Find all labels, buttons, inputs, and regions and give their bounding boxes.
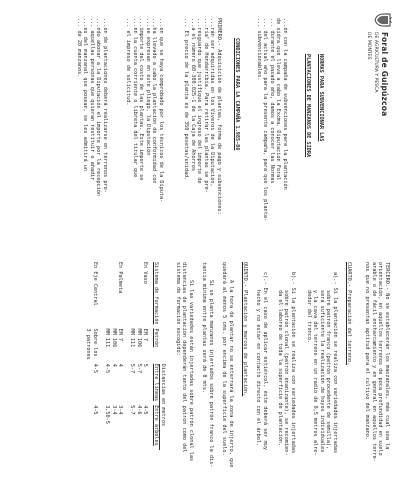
table-row: En Palmeta EM 7 4 3-4 [116, 262, 123, 415]
title-line-2: PLANTACIONES DE MANZANOS DE SIDRA [305, 54, 312, 158]
text-line: ...ón con la campaña de subvenciones para la plantación [282, 18, 288, 190]
text-line: ... subvencionables. [255, 18, 262, 81]
text-line: ...resguardo que justifique el ingreso del importe de [196, 18, 203, 184]
text-line: sobre patrón clonal (patrón enanizante), se recomien- [283, 290, 290, 456]
text-line: ...ón de plantaciones deberá realizarse en terrenos pro- [102, 18, 108, 193]
text-line: da el laboreo de toda la superficie de plantación. [276, 290, 283, 447]
text-line: PRIMERO.- Adquisición de plantas, forma de pago y subvenciones: [216, 18, 222, 215]
conditions-heading: CONDICIONES PARA LA CAMPAÑA 1.985-86 [234, 38, 240, 151]
table-header-span: Distancias en metros [159, 364, 166, 450]
text-line: ...ría" de Hondarribia. Para retirar las plantas se pre- [202, 18, 209, 193]
service: DE MONTES [366, 32, 371, 60]
text-line: dedor del tronco. [305, 290, 312, 344]
text-line: ... del actual año para la presente campaña, para que los planta- [262, 18, 269, 222]
text-line: arable o de fácil encharcamiento y en general en aquellos terre- [370, 262, 377, 462]
title-line-1: NORMAS PARA SUBVENCIONAR LAS [318, 54, 324, 142]
text-line: ...en que se haya comprobado por los técnicos de la Diputa- [158, 18, 164, 203]
fourth-c [255, 272, 268, 494]
text-line: Si se planta manzanos injertados sobre patrón franco la dis- [208, 280, 214, 468]
text-line: nos que no presentan aptitud para el cultivo del manzano. [364, 262, 371, 441]
text-line: TERCERO.- No se establecerán los manzanales, más cual sea la [384, 262, 390, 450]
title-block [305, 54, 324, 157]
text-line: ...importe del costo de las plantas. Este importe se [138, 18, 145, 181]
text-line: ... aquellas personas que quieran restituir o añadir [88, 18, 95, 181]
fourth-heading: CUARTO.- Preparación del terreno. [346, 262, 352, 366]
table-row: En Eje Central Sobre los 4-5 4-5 [91, 262, 98, 415]
text-line: ...se expresan en este pliego, la Diputación [144, 18, 151, 156]
text-line: ...es del manzanal que posean, se les admitirá un [82, 18, 89, 172]
text-line: de sidra que lleva a cabo la Excma. Diputación Foral [275, 18, 282, 181]
text-line: ...ha llevado a cabo la plantación de conformidad con [151, 18, 158, 184]
table-header: Entre árboles [152, 405, 159, 446]
text-line: ... el impreso de solicitud. [125, 18, 132, 106]
distance-table [85, 262, 166, 450]
second-paragraph [124, 18, 164, 246]
text-line: quedará al menos 5 cms. por encima de la superficie del suelo. [221, 262, 228, 456]
fifth-heading: QUINTO.- Plantación y marcos de plantación. [242, 262, 248, 397]
spacing-table [85, 262, 166, 494]
text-line: ...ndo abonar a la Diputación el importe por la recepción [95, 18, 102, 197]
third-paragraph [75, 18, 108, 246]
intro-paragraph [255, 18, 288, 246]
text-line: y la cava del terreno en un radio de 0,5 metros alre- [312, 290, 319, 456]
text-line: sistema de formación escogido: [174, 262, 181, 356]
table-row: MM 106 5-7 4-6 [135, 328, 142, 415]
fourth-b [276, 272, 296, 494]
table-row: MM 106 4 3-4 [110, 328, 117, 415]
text-line: ... de 20 manzanos. [75, 18, 82, 78]
text-line: hecho y no estar en contacto directo con el árbol. [255, 290, 262, 447]
left-column [0, 18, 400, 246]
text-line: ... El precio de la planta es de 350 pesetas/unidad. [183, 18, 190, 181]
table-row: MM 111 5-7 5-7 [129, 328, 136, 415]
table-row: En Vaso EM 7 5 4-5 [142, 262, 149, 415]
text-line: será suficiente la realización de hoyos individuales [318, 290, 325, 453]
table-row: 3 patrones [85, 328, 92, 360]
text-line: ... durante el pasado año, damos a conocer las Normas [268, 18, 275, 184]
text-line: distancias de plantación dependerán tanto del patrón como del [181, 262, 188, 453]
table-header: Patrón [153, 328, 160, 348]
department: DE AGRICULTURA Y PESCA [373, 32, 378, 93]
fifth-p2 [201, 262, 214, 494]
text-line: sobre patrón franco (patrón procedente de semilla), [325, 290, 332, 450]
text-line: c).- En el caso de aplicar estiércol, éste deberá ser muy [262, 272, 268, 451]
table-header: Sistema de formación [153, 262, 160, 325]
text-line: orientación, en aquellos terrenos de poca profundidad en suelo [377, 262, 384, 456]
text-line: ...en la cuenta corriente o libreta del titular que [131, 18, 138, 178]
table-header: Entre líneas [152, 363, 159, 402]
fourth-a [305, 272, 338, 494]
text-line: ...a el número 60-300.025-1 de la Caja de Ahorros [189, 18, 196, 172]
fifth-p1 [221, 262, 234, 494]
right-column [0, 262, 400, 494]
table-row: MM 111 4-5 3,50-5 [104, 328, 111, 424]
org-name: Foral de Guipúzcoa [380, 32, 389, 117]
fifth-p3 [174, 262, 194, 494]
third-section [364, 262, 390, 494]
text-line: A la hora de plantar no se enterrará la zona de injerto, que [228, 280, 234, 468]
text-line: a).- Si la plantación se realiza con variedades injertadas [332, 272, 338, 454]
text-line: b).- Si la plantación se realiza con variedades injertadas [290, 272, 296, 454]
text-line: Si las variedades están injertadas sobre patrón clonal las [188, 280, 194, 462]
text-line: tancia mínima entre plantas será de 8 mts. [201, 262, 208, 394]
text-line: ...rán ser adquiridas en los Viveros de la Diputación, [209, 18, 216, 187]
first-paragraph [182, 18, 222, 246]
